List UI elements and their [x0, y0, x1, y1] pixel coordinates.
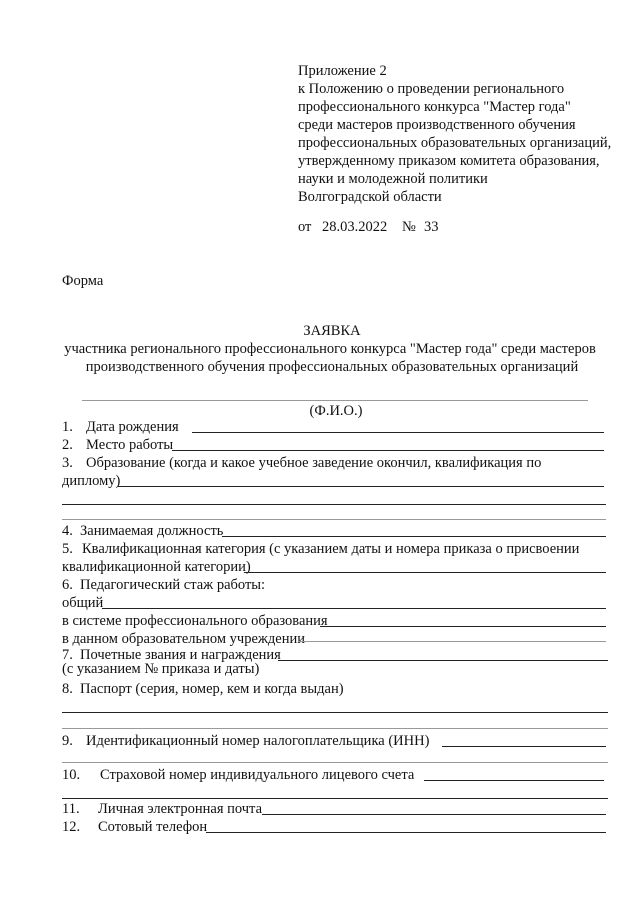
position-label: Занимаемая должность [80, 523, 224, 539]
passport-label: Паспорт (серия, номер, кем и когда выдан) [80, 681, 344, 697]
passport-field-line-2[interactable] [62, 728, 608, 729]
awards-label: Почетные звания и награждения [80, 647, 281, 663]
position-field[interactable] [222, 536, 606, 537]
education-field-line-3[interactable] [62, 519, 606, 520]
field-number: 6. [62, 577, 73, 593]
education-label-cont: диплому) [62, 473, 121, 489]
field-number: 4. [62, 523, 73, 539]
form-label: Форма [62, 273, 104, 289]
experience-institution-field[interactable] [298, 641, 606, 642]
email-label: Личная электронная почта [98, 801, 263, 817]
workplace-label: Место работы [86, 437, 174, 453]
field-number: 2. [62, 437, 73, 453]
category-field[interactable] [244, 572, 606, 573]
order-date-prefix: от [298, 219, 312, 235]
appendix-line: Волгоградской области [298, 189, 442, 205]
phone-field[interactable] [206, 832, 606, 833]
page-title: ЗАЯВКА [303, 323, 361, 339]
birth-date-label: Дата рождения [86, 419, 179, 435]
field-number: 7. [62, 647, 73, 663]
order-number-sign: № [402, 219, 416, 235]
birth-date-field[interactable] [192, 432, 604, 433]
awards-field[interactable] [278, 660, 608, 661]
category-label: Квалификационная категория (с указанием даты и номера приказа о присвоении [82, 541, 580, 557]
appendix-line: к Положению о проведении регионального [298, 81, 565, 97]
experience-prof-label: в системе профессионального образования [62, 613, 328, 629]
experience-prof-field[interactable] [320, 626, 606, 627]
education-field[interactable] [118, 486, 604, 487]
phone-label: Сотовый телефон [98, 819, 208, 835]
appendix-line: Приложение 2 [298, 63, 387, 79]
education-label: Образование (когда и какое учебное заведение окончил, квалификация по [86, 455, 542, 471]
experience-label: Педагогический стаж работы: [80, 577, 266, 593]
field-number: 3. [62, 455, 73, 471]
appendix-line: профессионального конкурса "Мастер года" [298, 99, 571, 115]
appendix-line: науки и молодежной политики [298, 171, 488, 187]
fio-caption: (Ф.И.О.) [309, 403, 363, 419]
appendix-line: утвержденному приказом комитета образования, [298, 153, 600, 169]
appendix-line: профессиональных образовательных организаций, [298, 135, 612, 151]
field-number: 5. [62, 541, 73, 557]
snils-label: Страховой номер индивидуального лицевого счета [100, 767, 415, 783]
workplace-field[interactable] [172, 450, 604, 451]
email-field[interactable] [262, 814, 606, 815]
field-number: 9. [62, 733, 73, 749]
experience-total-field[interactable] [102, 608, 606, 609]
snils-field[interactable] [424, 780, 604, 781]
title-line: производственного обучения профессиональных образовательных организаций [85, 359, 579, 375]
education-field-line-2[interactable] [62, 504, 606, 505]
experience-total-label: общий [62, 595, 104, 611]
order-date: 28.03.2022 [322, 219, 388, 235]
inn-field[interactable] [442, 746, 606, 747]
field-number: 1. [62, 419, 73, 435]
field-number: 10. [62, 767, 81, 783]
order-number: 33 [424, 219, 439, 235]
field-number: 12. [62, 819, 81, 835]
category-label-cont: квалификационной категории) [62, 559, 251, 575]
field-number: 11. [62, 801, 80, 817]
awards-note: (с указанием № приказа и даты) [62, 661, 260, 677]
inn-label: Идентификационный номер налогоплательщика (ИНН) [86, 733, 430, 749]
experience-institution-label: в данном образовательном учреждении [62, 631, 305, 647]
passport-field[interactable] [62, 712, 608, 713]
title-line: участника регионального профессионального конкурса "Мастер года" среди мастеров [64, 341, 596, 357]
appendix-line: среди мастеров производственного обучения [298, 117, 576, 133]
inn-field-line-2[interactable] [62, 762, 608, 763]
fio-line[interactable] [82, 400, 588, 401]
snils-field-line-2[interactable] [62, 798, 608, 799]
field-number: 8. [62, 681, 73, 697]
